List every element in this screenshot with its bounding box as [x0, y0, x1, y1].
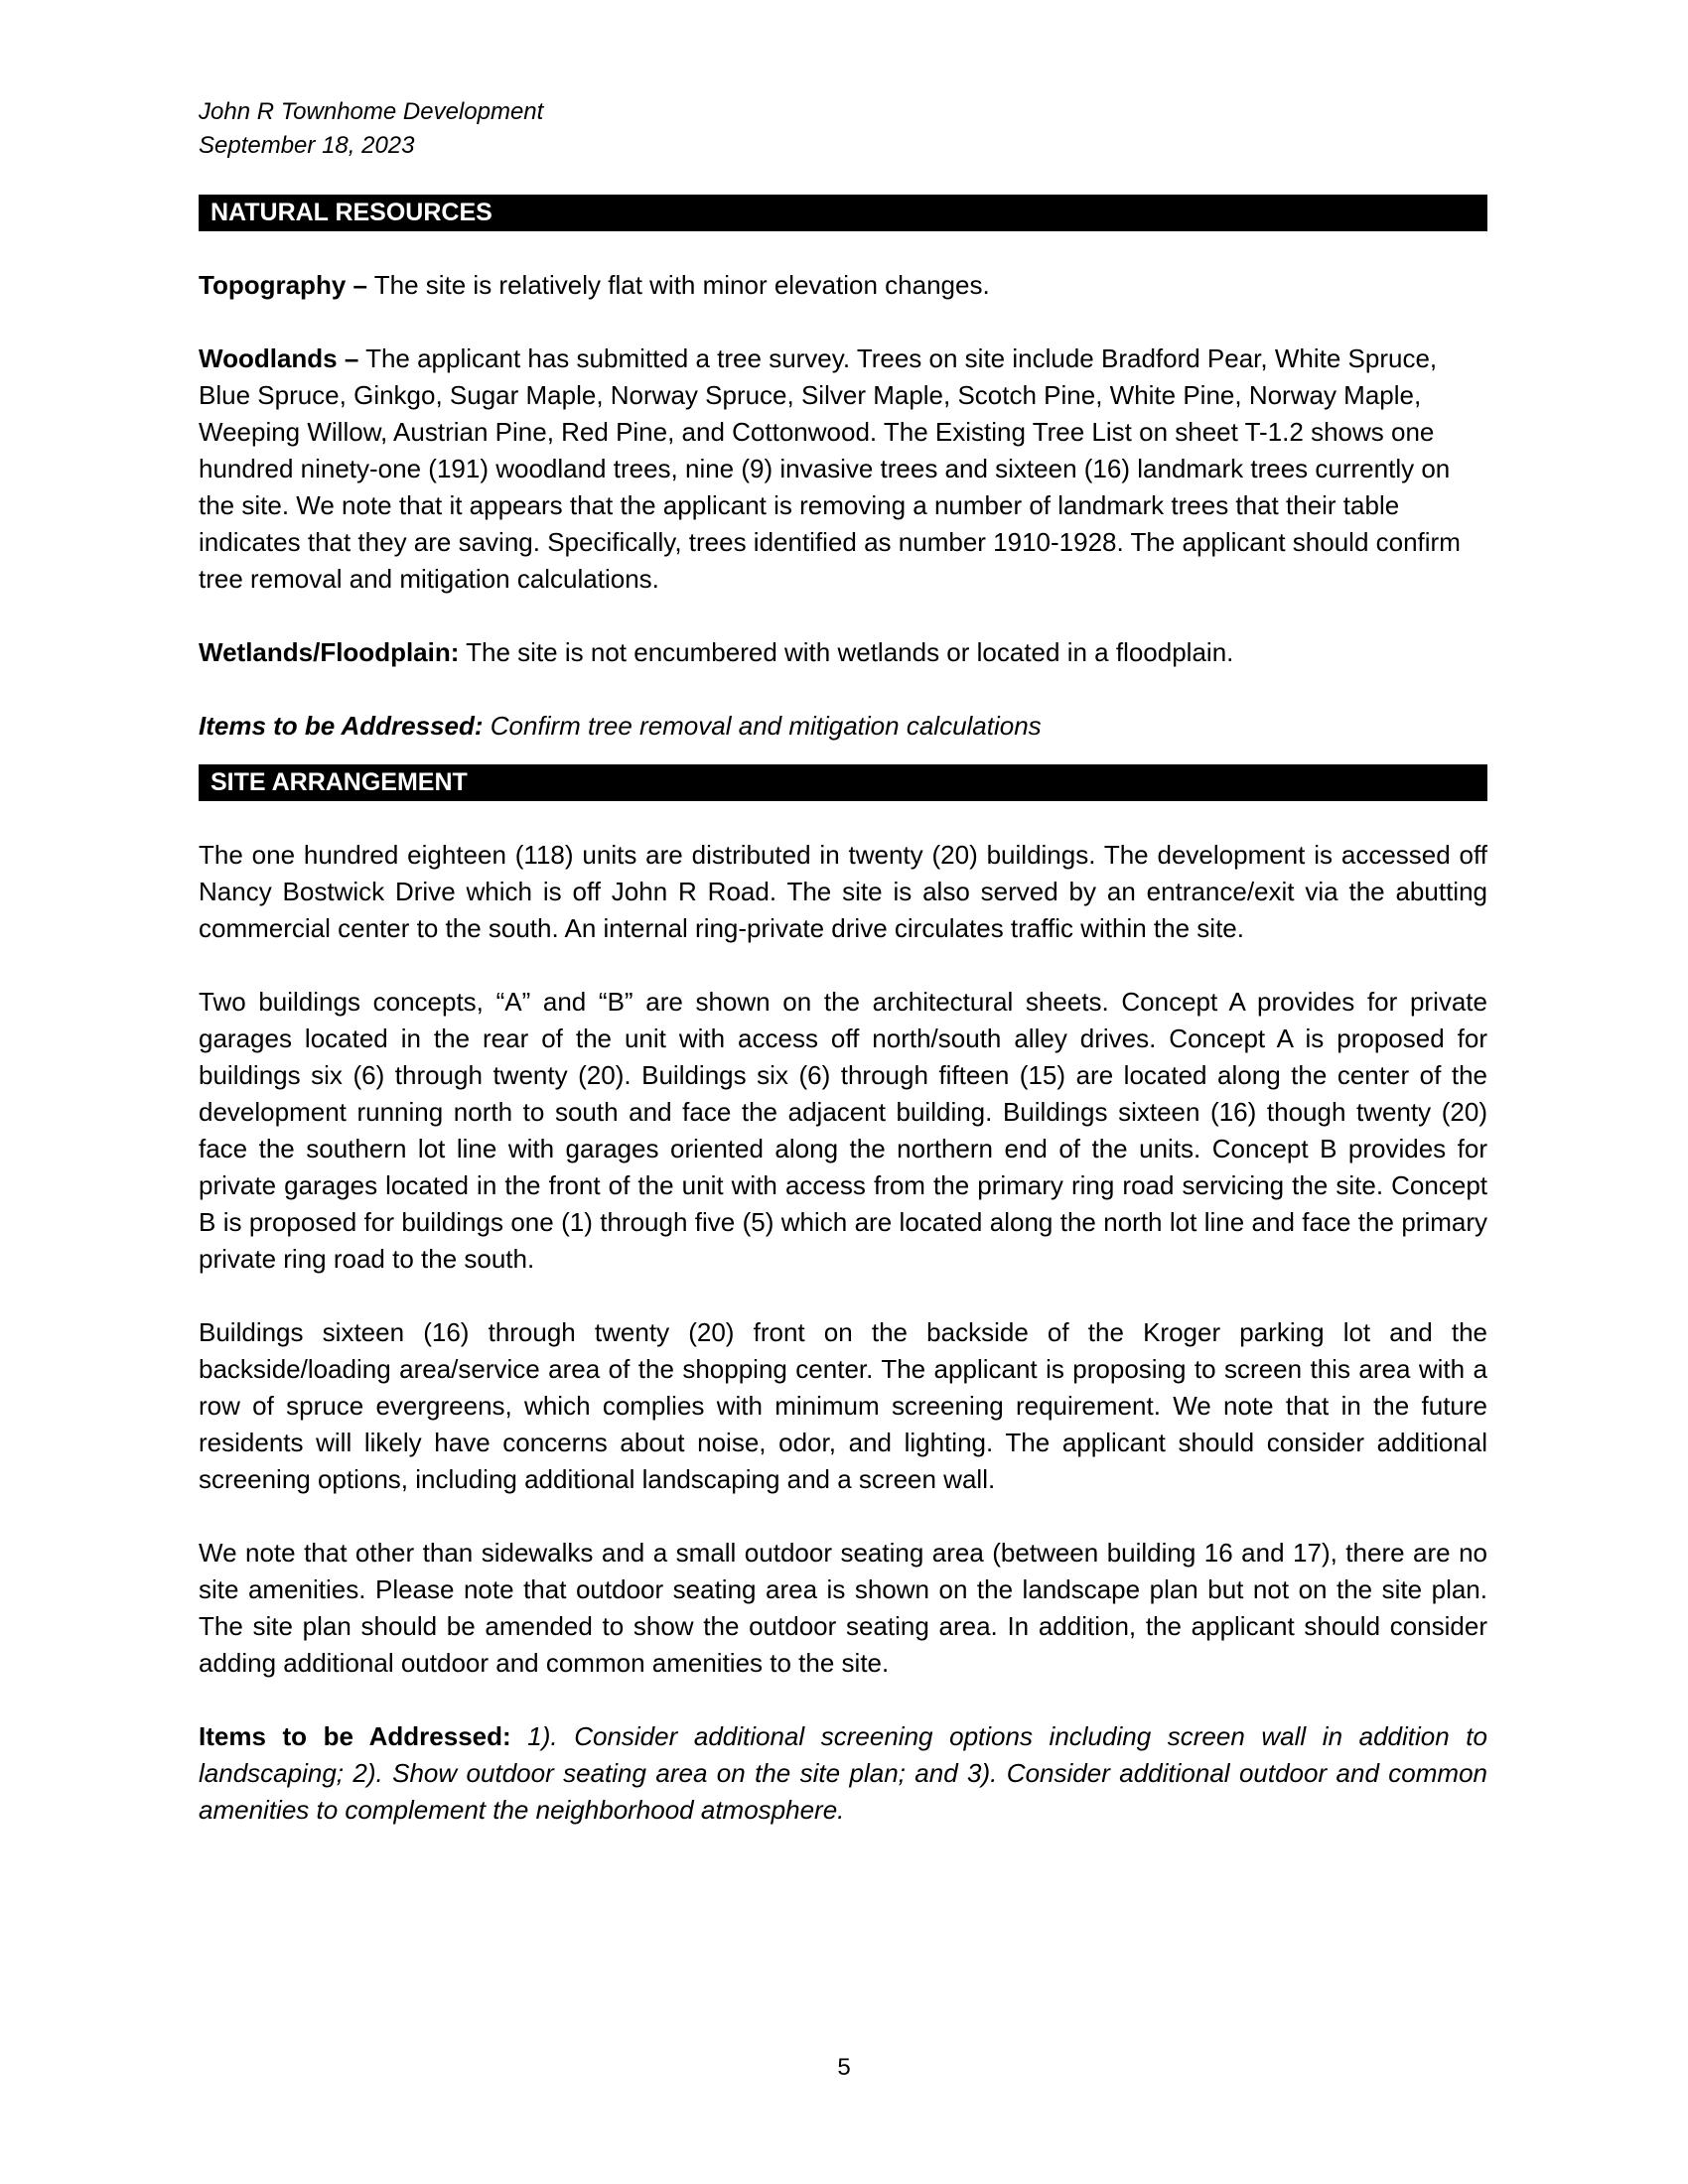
- document-page: [199, 95, 1487, 1829]
- site-arrangement-paragraph-1: The one hundred eighteen (118) units are distributed in twenty (20) buildings. The development is accessed off Nancy Bostwick Drive which is off John R Road. The site is also served by an entrance/exit via the abutting commercial center to the south. An internal ring-private drive circulates traffic within the site.: [199, 840, 1487, 943]
- natural-resources-items-text: Confirm tree removal and mitigation calculations: [483, 711, 1042, 741]
- natural-resources-items-paragraph: [199, 708, 1487, 745]
- topography-text: The site is relatively flat with minor elevation changes.: [366, 270, 990, 300]
- site-arrangement-items-text: 1). Consider additional screening options including screen wall in addition to landscaping; 2). Show outdoor seating area on the site plan; and 3). Consider additional outdoor and common amenities to complement the neighborhood atmosphere.: [199, 1721, 1487, 1825]
- site-arrangement-items-label: Items to be Addressed:: [199, 1721, 511, 1751]
- site-arrangement-paragraph-2: Two buildings concepts, “A” and “B” are shown on the architectural sheets. Concept A provides for private garages located in the rear of the unit with access off north/south alley drives. Concept A is proposed for buildings six (6) through twenty (20). Buildings six (6) through fifteen (15) are located along the center of the development running north to south and face the adjacent building. Buildings sixteen (16) though twenty (20) face the southern lot line with garages oriented along the northern end of the units. Concept B provides for private garages located in the front of the unit with access from the primary ring road servicing the site. Concept B is proposed for buildings one (1) through five (5) which are located along the north lot line and face the primary private ring road to the south.: [199, 987, 1487, 1274]
- woodlands-paragraph: [199, 341, 1487, 598]
- woodlands-label: Woodlands –: [199, 343, 359, 373]
- site-arrangement-paragraph-3: Buildings sixteen (16) through twenty (20) front on the backside of the Kroger parking lot and the backside/loading area/service area of the shopping center. The applicant is proposing to screen this area with a row of spruce evergreens, which complies with minimum screening requirement. We note that in the future residents will likely have concerns about noise, odor, and lighting. The applicant should consider additional screening options, including additional landscaping and a screen wall.: [199, 1317, 1487, 1494]
- topography-paragraph: [199, 267, 1487, 304]
- woodlands-text: The applicant has submitted a tree survey. Trees on site include Bradford Pear, White Spruce, Blue Spruce, Ginkgo, Sugar Maple, Norway Spruce, Silver Maple, Scotch Pine, White Pine, Norway Maple, Weeping Willow, Austrian Pine, Red Pine, and Cottonwood. The Existing Tree List on sheet T-1.2 shows one hundred ninety-one (191) woodland trees, nine (9) invasive trees and sixteen (16) landmark trees currently on the site. We note that it appears that the applicant is removing a number of landmark trees that their table indicates that they are saving. Specifically, trees identified as number 1910-1928. The applicant should confirm tree removal and mitigation calculations.: [199, 343, 1461, 594]
- site-arrangement-paragraph-4: We note that other than sidewalks and a small outdoor seating area (between building 16 and 17), there are no site amenities. Please note that outdoor seating area is shown on the landscape plan but not on the site plan. The site plan should be amended to show the outdoor seating area. In addition, the applicant should consider adding additional outdoor and common amenities to the site.: [199, 1538, 1487, 1678]
- section-heading-site-arrangement: SITE ARRANGEMENT: [199, 764, 1487, 801]
- wetlands-paragraph: [199, 634, 1487, 671]
- site-arrangement-items-paragraph: [199, 1718, 1487, 1829]
- topography-label: Topography –: [199, 270, 367, 300]
- document-title: John R Townhome Development: [199, 98, 544, 125]
- natural-resources-items-label: Items to be Addressed:: [199, 711, 484, 741]
- document-date: September 18, 2023: [199, 132, 415, 159]
- page-number: 5: [837, 2054, 851, 2081]
- wetlands-label: Wetlands/Floodplain:: [199, 637, 460, 667]
- section-heading-natural-resources: NATURAL RESOURCES: [199, 195, 1487, 231]
- wetlands-text: The site is not encumbered with wetlands or located in a floodplain.: [459, 637, 1234, 667]
